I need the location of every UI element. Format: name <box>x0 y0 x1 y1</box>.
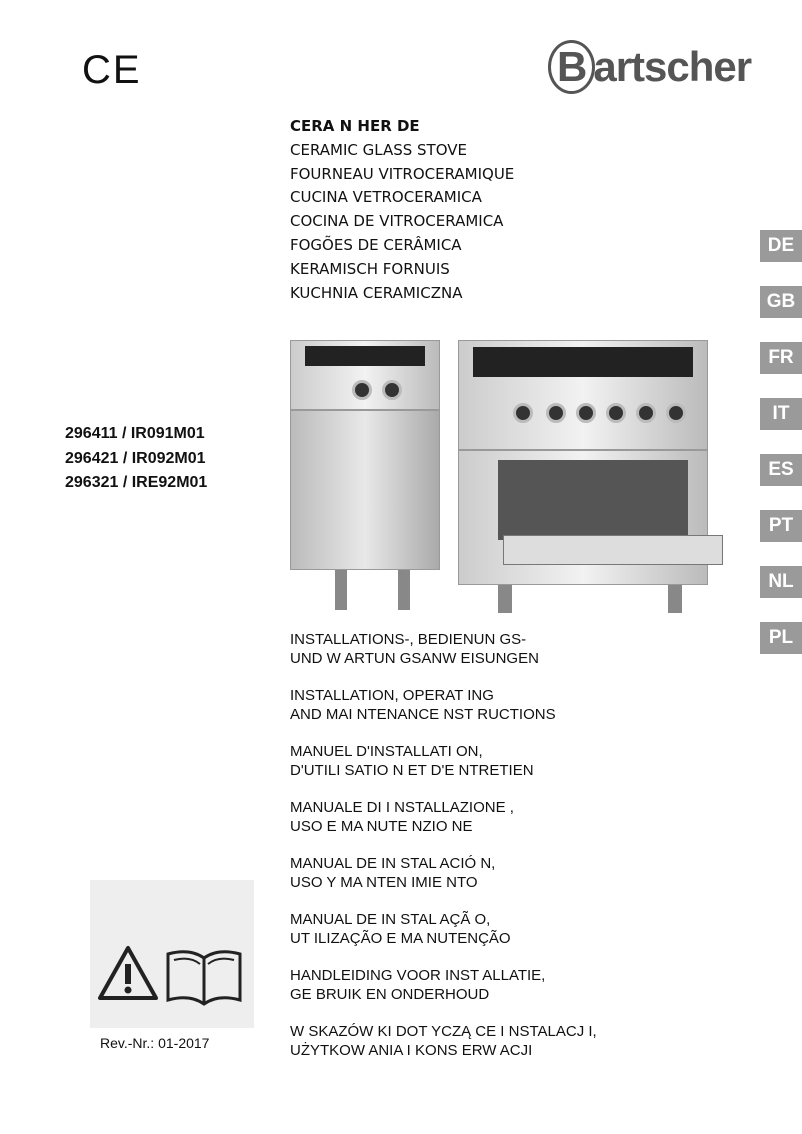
title-nl: KERAMISCH FORNUIS <box>290 259 450 278</box>
tab-fr: FR <box>760 342 802 374</box>
brand-logo: B artscher <box>548 40 751 94</box>
instr-line: USO E MA NUTE NZIO NE <box>290 818 473 835</box>
title-it: CUCINA VETROCERAMICA <box>290 188 482 207</box>
model-numbers <box>65 422 207 496</box>
warning-triangle-icon <box>100 948 156 998</box>
instr-line: AND MAI NTENANCE NST RUCTIONS <box>290 706 556 723</box>
title-fr: FOURNEAU VITROCERAMIQUE <box>290 164 515 183</box>
revision-number: Rev.-Nr.: 01-2017 <box>100 1035 210 1051</box>
product-titles <box>290 115 514 305</box>
instr-line: UT ILIZAÇÃO E MA NUTENÇÃO <box>290 930 511 947</box>
product-image-oven-stove <box>458 335 723 615</box>
tab-de: DE <box>760 230 802 262</box>
instr-line: MANUAL DE IN STAL AÇÃ O, <box>290 911 491 928</box>
instr-line: MANUALE DI I NSTALLAZIONE , <box>290 799 514 816</box>
tab-pt: PT <box>760 510 802 542</box>
instr-line: UŻYTKOW ANIA I KONS ERW ACJI <box>290 1042 533 1059</box>
model: 296321 / IRE92M01 <box>65 474 208 491</box>
instr-line: INSTALLATIONS-, BEDIENUN GS- <box>290 631 527 648</box>
manual-titles <box>290 630 597 1078</box>
instr-line: W SKAZÓW KI DOT YCZĄ CE I NSTALACJ I, <box>290 1023 597 1040</box>
tab-es: ES <box>760 454 802 486</box>
tab-it: IT <box>760 398 802 430</box>
title-de: CERA N HER DE <box>290 117 420 135</box>
instr-line: MANUAL DE IN STAL ACIÓ N, <box>290 855 496 872</box>
instr-line: GE BRUIK EN ONDERHOUD <box>290 986 490 1003</box>
instr-line: D'UTILI SATIO N ET D'E NTRETIEN <box>290 762 534 779</box>
model: 296421 / IR092M01 <box>65 449 206 467</box>
model: 296411 / IR091M01 <box>65 425 205 442</box>
instr-line: USO Y MA NTEN IMIE NTO <box>290 874 478 891</box>
product-image-small-stove <box>290 340 440 610</box>
title-pl: KUCHNIA CERAMICZNA <box>290 283 463 302</box>
open-book-icon <box>168 952 240 1004</box>
tab-pl: PL <box>760 622 802 654</box>
title-es: COCINA DE VITROCERAMICA <box>290 212 504 231</box>
instr-line: MANUEL D'INSTALLATI ON, <box>290 743 483 760</box>
warning-box <box>90 880 254 1028</box>
instr-line: HANDLEIDING VOOR INST ALLATIE, <box>290 967 546 984</box>
title-pt: FOGÕES DE CERÂMICA <box>290 235 462 254</box>
language-tabs <box>760 230 802 678</box>
ce-mark: CE <box>82 48 142 92</box>
tab-nl: NL <box>760 566 802 598</box>
title-gb: CERAMIC GLASS STOVE <box>290 140 467 159</box>
tab-gb: GB <box>760 286 802 318</box>
instr-line: INSTALLATION, OPERAT ING <box>290 687 494 704</box>
instr-line: UND W ARTUN GSANW EISUNGEN <box>290 650 539 667</box>
